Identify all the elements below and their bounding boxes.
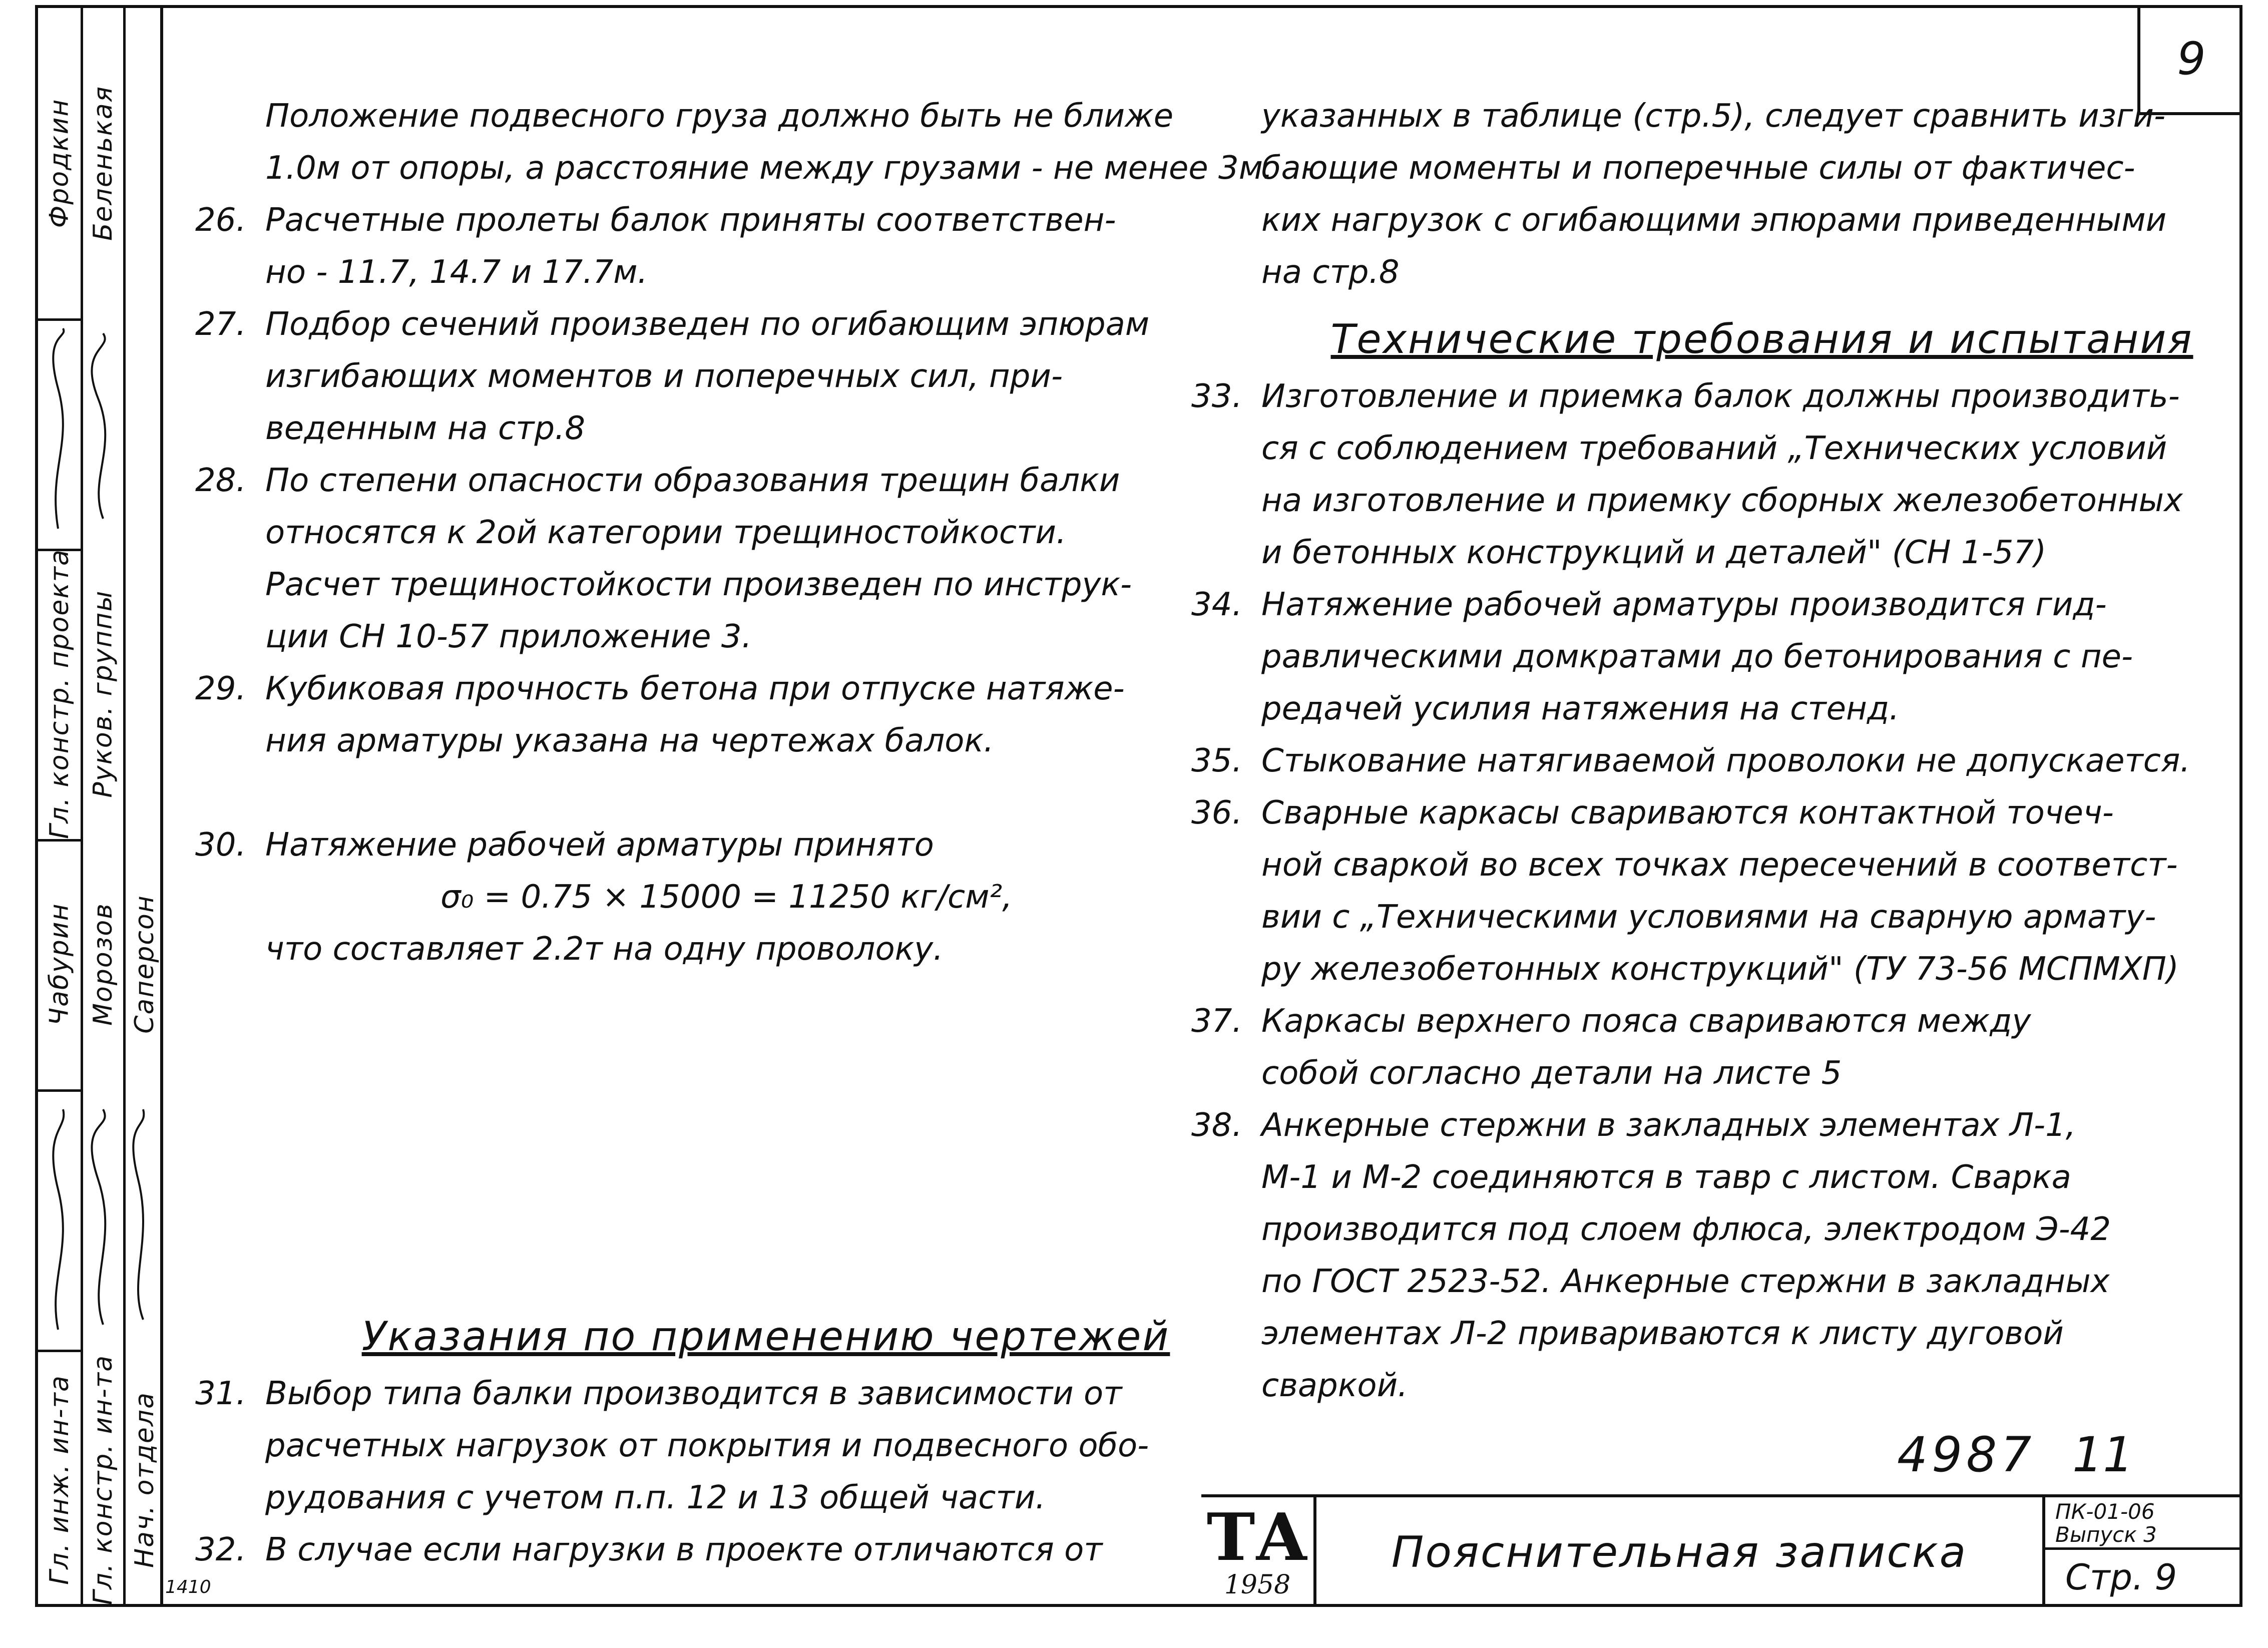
- line-text: Натяжение рабочей арматуры принято: [265, 827, 934, 864]
- text-line: [265, 767, 1266, 819]
- item-number: 38.: [1191, 1107, 1242, 1144]
- issue-number: Выпуск 3: [2055, 1522, 2157, 1547]
- text-line: [265, 923, 1266, 975]
- line-text: по ГОСТ 2523-52. Анкерные стержни в закладных: [1261, 1263, 2110, 1300]
- line-text: Кубиковая прочность бетона при отпуске натяже-: [265, 670, 1125, 707]
- text-line: [265, 715, 1266, 767]
- item-number: 32.: [195, 1531, 246, 1568]
- text-line: [265, 90, 1266, 142]
- right-text-column: [1191, 90, 2262, 1412]
- text-line: [265, 246, 1266, 298]
- title-block: [1201, 1494, 2242, 1607]
- strip-cell-name: Беленькая: [88, 85, 118, 241]
- strip-cell-role: Руков. группы: [88, 590, 118, 798]
- item-number: 33.: [1191, 378, 1242, 415]
- line-text: Натяжение рабочей арматуры производится гид-: [1261, 586, 2107, 623]
- line-text: ния арматуры указана на чертежах балок.: [265, 722, 994, 759]
- item-number: 30.: [195, 827, 246, 864]
- line-text: и бетонных конструкций и деталей" (СН 1-57): [1261, 534, 2047, 571]
- text-line: [1261, 943, 2262, 995]
- line-text: Расчетные пролеты балок приняты соответствен-: [265, 202, 1116, 239]
- line-text: Каркасы верхнего пояса свариваются между: [1261, 1003, 2031, 1040]
- text-line: [1261, 839, 2262, 891]
- text-line: [1261, 194, 2262, 246]
- line-text: сваркой.: [1261, 1367, 1408, 1404]
- text-line: [195, 1368, 1266, 1420]
- item-number: 26.: [195, 202, 246, 239]
- line-text: ной сваркой во всех точках пересечений в соответст-: [1261, 847, 2178, 884]
- line-text: изгибающих моментов и поперечных сил, при-: [265, 358, 1063, 395]
- text-line: [195, 298, 1266, 350]
- text-line: [265, 507, 1266, 559]
- signature-strip: [35, 5, 160, 1607]
- text-line: [1261, 423, 2262, 475]
- text-line: [265, 350, 1266, 402]
- item-number: 34.: [1191, 586, 1242, 623]
- tech-requirements-heading: Технические требования и испытания: [1330, 316, 2193, 362]
- text-line: [1261, 1047, 2262, 1099]
- line-text: ру железобетонных конструкций" (ТУ 73-56 МСПМХП): [1261, 951, 2179, 988]
- line-text: на стр.8: [1261, 254, 1400, 291]
- line-text: Положение подвесного груза должно быть не ближе: [265, 98, 1174, 135]
- signature-drawing: [38, 318, 163, 549]
- series-code: ПК-01-06: [2055, 1499, 2155, 1524]
- text-line: [265, 611, 1266, 663]
- text-line: [265, 1420, 1266, 1472]
- text-line: [195, 455, 1266, 507]
- strip-column-2: [83, 8, 126, 1604]
- line-text: Стыкование натягиваемой проволоки не допускается.: [1261, 742, 2190, 779]
- line-text: Выбор типа балки производится в зависимости от: [265, 1375, 1122, 1412]
- sheet-number: 9: [2137, 5, 2242, 115]
- line-text: вии с „Техническими условиями на сварную армату-: [1261, 899, 2156, 936]
- item-number: 27.: [195, 306, 246, 343]
- text-line: [195, 194, 1266, 246]
- text-line: [1261, 891, 2262, 943]
- text-line: [1191, 787, 2262, 839]
- line-text: Сварные каркасы свариваются контактной точеч-: [1261, 794, 2114, 832]
- line-text: ких нагрузок с огибающими эпюрами приведенными: [1261, 202, 2167, 239]
- strip-column-1: [38, 8, 83, 1604]
- tension-formula: σ₀ = 0.75 × 15000 = 11250 кг/см²,: [440, 879, 1013, 916]
- item-number: 31.: [195, 1375, 246, 1412]
- signature-drawing: [38, 1089, 163, 1350]
- strip-cell-role: Нач. отдела: [129, 1392, 160, 1568]
- strip-cell-role: Гл. инж. ин-та: [44, 1375, 75, 1585]
- strip-cell-name: Морозов: [88, 903, 118, 1026]
- line-text: рудования с учетом п.п. 12 и 13 общей части.: [265, 1479, 1046, 1516]
- text-line: [195, 1524, 1266, 1576]
- usage-heading: Указания по применению чертежей: [361, 1313, 1170, 1360]
- line-text: веденным на стр.8: [265, 410, 586, 447]
- text-line: [1261, 1151, 2262, 1203]
- page-number: Стр. 9: [2065, 1557, 2177, 1598]
- line-text: на изготовление и приемку сборных железобетонных: [1261, 482, 2183, 519]
- item-number: 29.: [195, 670, 246, 707]
- line-text: М-1 и М-2 соединяются в тавр с листом. Сварка: [1261, 1159, 2071, 1196]
- text-line: [265, 402, 1266, 455]
- line-text: равлическими домкратами до бетонирования с пе-: [1261, 638, 2133, 675]
- strip-cell-name: Фродкин: [44, 98, 75, 228]
- line-text: собой согласно детали на листе 5: [1261, 1055, 1842, 1092]
- text-line: [1261, 1360, 2262, 1412]
- line-text: В случае если нагрузки в проекте отличаются от: [265, 1531, 1103, 1568]
- text-line: [265, 1472, 1266, 1524]
- line-text: По степени опасности образования трещин балки: [265, 462, 1120, 499]
- text-line: [1261, 631, 2262, 683]
- text-line: [1191, 1099, 2262, 1151]
- text-line: [1191, 370, 2262, 423]
- line-text: Подбор сечений произведен по огибающим эпюрам: [265, 306, 1150, 343]
- logo-letters: ТА: [1206, 1498, 1308, 1575]
- text-line: [1261, 475, 2262, 527]
- stamp-code-cell: [2042, 1497, 2242, 1607]
- strip-column-3: [126, 8, 163, 1604]
- item-number: 37.: [1191, 1003, 1242, 1040]
- line-text: бающие моменты и поперечные силы от фактичес-: [1261, 150, 2135, 187]
- line-text: Изготовление и приемка балок должны производить-: [1261, 378, 2180, 415]
- line-text: относятся к 2ой категории трещиностойкости.: [265, 514, 1067, 551]
- text-line: [1261, 527, 2262, 579]
- text-line: [1261, 1203, 2262, 1256]
- strip-cell-role: Гл. констр. проекта: [44, 549, 75, 839]
- line-text: указанных в таблице (стр.5), следует сравнить изги-: [1261, 98, 2166, 135]
- text-line: [195, 819, 1266, 871]
- text-line: [1261, 1308, 2262, 1360]
- document-title: Пояснительная записка: [1391, 1527, 1968, 1577]
- text-line: [265, 559, 1266, 611]
- line-text: расчетных нагрузок от покрытия и подвесного обо-: [265, 1427, 1149, 1464]
- text-line: [1191, 579, 2262, 631]
- logo-year: 1958: [1224, 1569, 1291, 1600]
- line-text: 1.0м от опоры, а расстояние между грузами - не менее 3м.: [265, 150, 1273, 187]
- archive-number: 4987: [1897, 1427, 2036, 1483]
- text-line: [1261, 1256, 2262, 1308]
- line-text: Анкерные стержни в закладных элементах Л-1,: [1261, 1107, 2076, 1144]
- line-text: производится под слоем флюса, электродом Э-42: [1261, 1211, 2111, 1248]
- item-number: 35.: [1191, 742, 1242, 779]
- text-line: [195, 663, 1266, 715]
- text-line: [1261, 90, 2262, 142]
- line-text: ции СН 10-57 приложение 3.: [265, 618, 752, 655]
- strip-cell-name: Саперсон: [129, 895, 160, 1034]
- strip-cell-name: Чабурин: [44, 903, 75, 1026]
- text-line: [1261, 246, 2262, 298]
- left-text-column: [195, 90, 1273, 1576]
- line-text: элементах Л-2 привариваются к листу дуговой: [1261, 1315, 2064, 1352]
- text-line: [1261, 683, 2262, 735]
- archive-sheet: 11: [2072, 1427, 2134, 1483]
- strip-cell-role: Гл. констр. ин-та: [88, 1354, 118, 1605]
- text-line: [1191, 735, 2262, 787]
- line-text: Расчет трещиностойкости произведен по инструк-: [265, 566, 1132, 603]
- text-line: [1191, 995, 2262, 1047]
- institute-logo: [1201, 1497, 1316, 1607]
- text-line: [1261, 142, 2262, 194]
- line-text: редачей усилия натяжения на стенд.: [1261, 690, 1900, 727]
- item-number: 28.: [195, 462, 246, 499]
- line-text: но - 11.7, 14.7 и 17.7м.: [265, 254, 648, 291]
- text-line: [265, 142, 1273, 194]
- corner-note: 1410: [165, 1577, 211, 1597]
- line-text: что составляет 2.2т на одну проволоку.: [265, 931, 944, 968]
- line-text: ся с соблюдением требований „Технических условий: [1261, 430, 2167, 467]
- item-number: 36.: [1191, 794, 1242, 832]
